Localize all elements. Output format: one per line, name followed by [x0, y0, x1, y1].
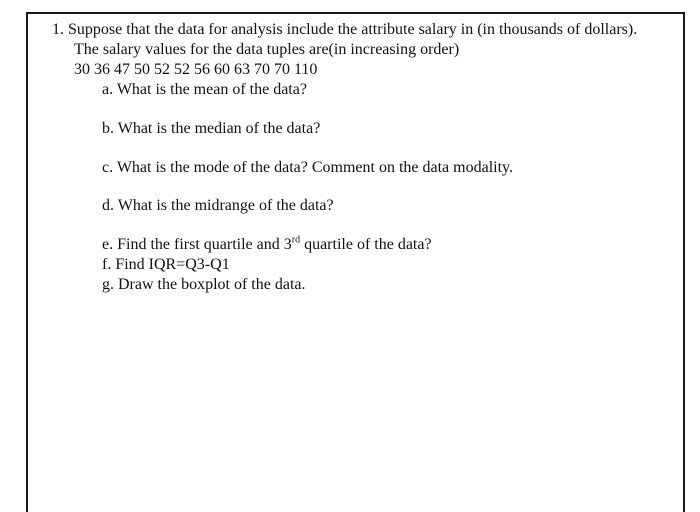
part-e-text-start: e. Find the first quartile and 3 [102, 236, 292, 253]
part-b: b. What is the median of the data? [102, 120, 321, 137]
part-e-superscript: rd [291, 234, 301, 246]
part-a: a. What is the mean of the data? [102, 81, 307, 98]
question-intro-line-1 [52, 20, 637, 40]
part-d: d. What is the midrange of the data? [102, 197, 334, 214]
part-e [102, 235, 432, 255]
part-e-text-end: quartile of the data? [300, 236, 432, 253]
question-intro-text: Suppose that the data for analysis include the attribute salary in (in thousands of dollars). [68, 21, 638, 38]
salary-values: 30 36 47 50 52 52 56 60 63 70 70 110 [74, 61, 318, 78]
question-number: 1. [52, 21, 64, 38]
question-intro-line-2: The salary values for the data tuples are(in increasing order) [74, 41, 460, 58]
part-f: f. Find IQR=Q3-Q1 [102, 256, 230, 273]
part-g: g. Draw the boxplot of the data. [102, 276, 306, 293]
part-c: c. What is the mode of the data? Comment on the data modality. [102, 159, 513, 176]
